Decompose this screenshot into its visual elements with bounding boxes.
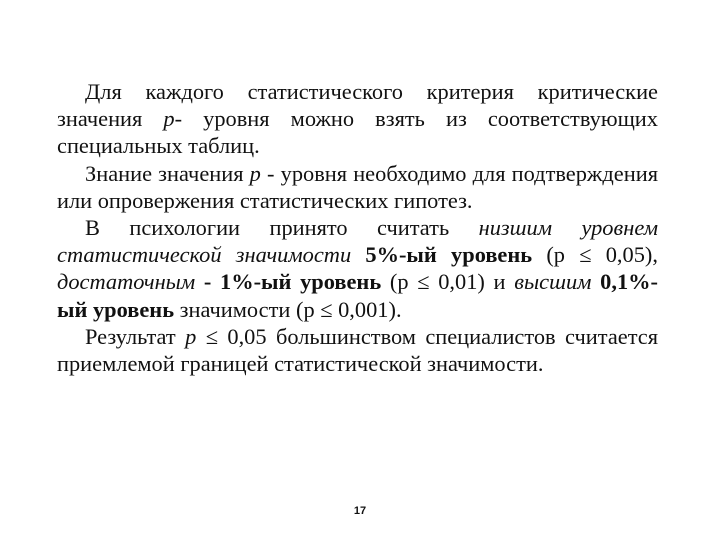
- paragraph-2: [57, 160, 658, 214]
- bold-level-01: 0,1%-ый уровень: [57, 269, 659, 322]
- text-run: (р ≤ 0,05),: [532, 242, 658, 268]
- italic-term-sufficient: достаточным: [57, 269, 196, 295]
- p-symbol: р: [185, 323, 197, 349]
- text-run: Знание значения: [85, 160, 250, 186]
- page-number: 17: [353, 505, 367, 517]
- p-symbol: р: [249, 160, 261, 186]
- text-run: значимости (р ≤ 0,001).: [174, 296, 402, 322]
- text-run: (р ≤ 0,01) и: [381, 269, 515, 295]
- paragraph-3: [57, 214, 658, 323]
- text-run: - уровня можно взять из соответствующих специальных таблиц.: [57, 106, 658, 159]
- text-run: В психологии принято считать: [85, 215, 479, 241]
- italic-term-highest: высшим: [514, 269, 592, 295]
- paragraph-4: [57, 323, 658, 377]
- italic-term-lowest: низшим уровнем статистической значимости: [57, 215, 658, 268]
- bold-level-5: 5%-ый уровень: [365, 242, 533, 268]
- text-run: Для каждого статистического критерия критические значения: [57, 79, 658, 132]
- paragraph-1: [57, 78, 658, 160]
- text-run: [351, 242, 365, 267]
- p-symbol: р: [163, 106, 175, 132]
- text-run: Результат: [85, 323, 186, 349]
- text-run: ≤ 0,05 большинством специалистов считается приемлемой границей статистической значимости.: [57, 323, 658, 377]
- bold-level-1: - 1%-ый уровень: [195, 269, 382, 295]
- text-run: - уровня необходимо для подтверждения или опровержения статистических гипотез.: [57, 160, 658, 213]
- body-text: [57, 78, 658, 377]
